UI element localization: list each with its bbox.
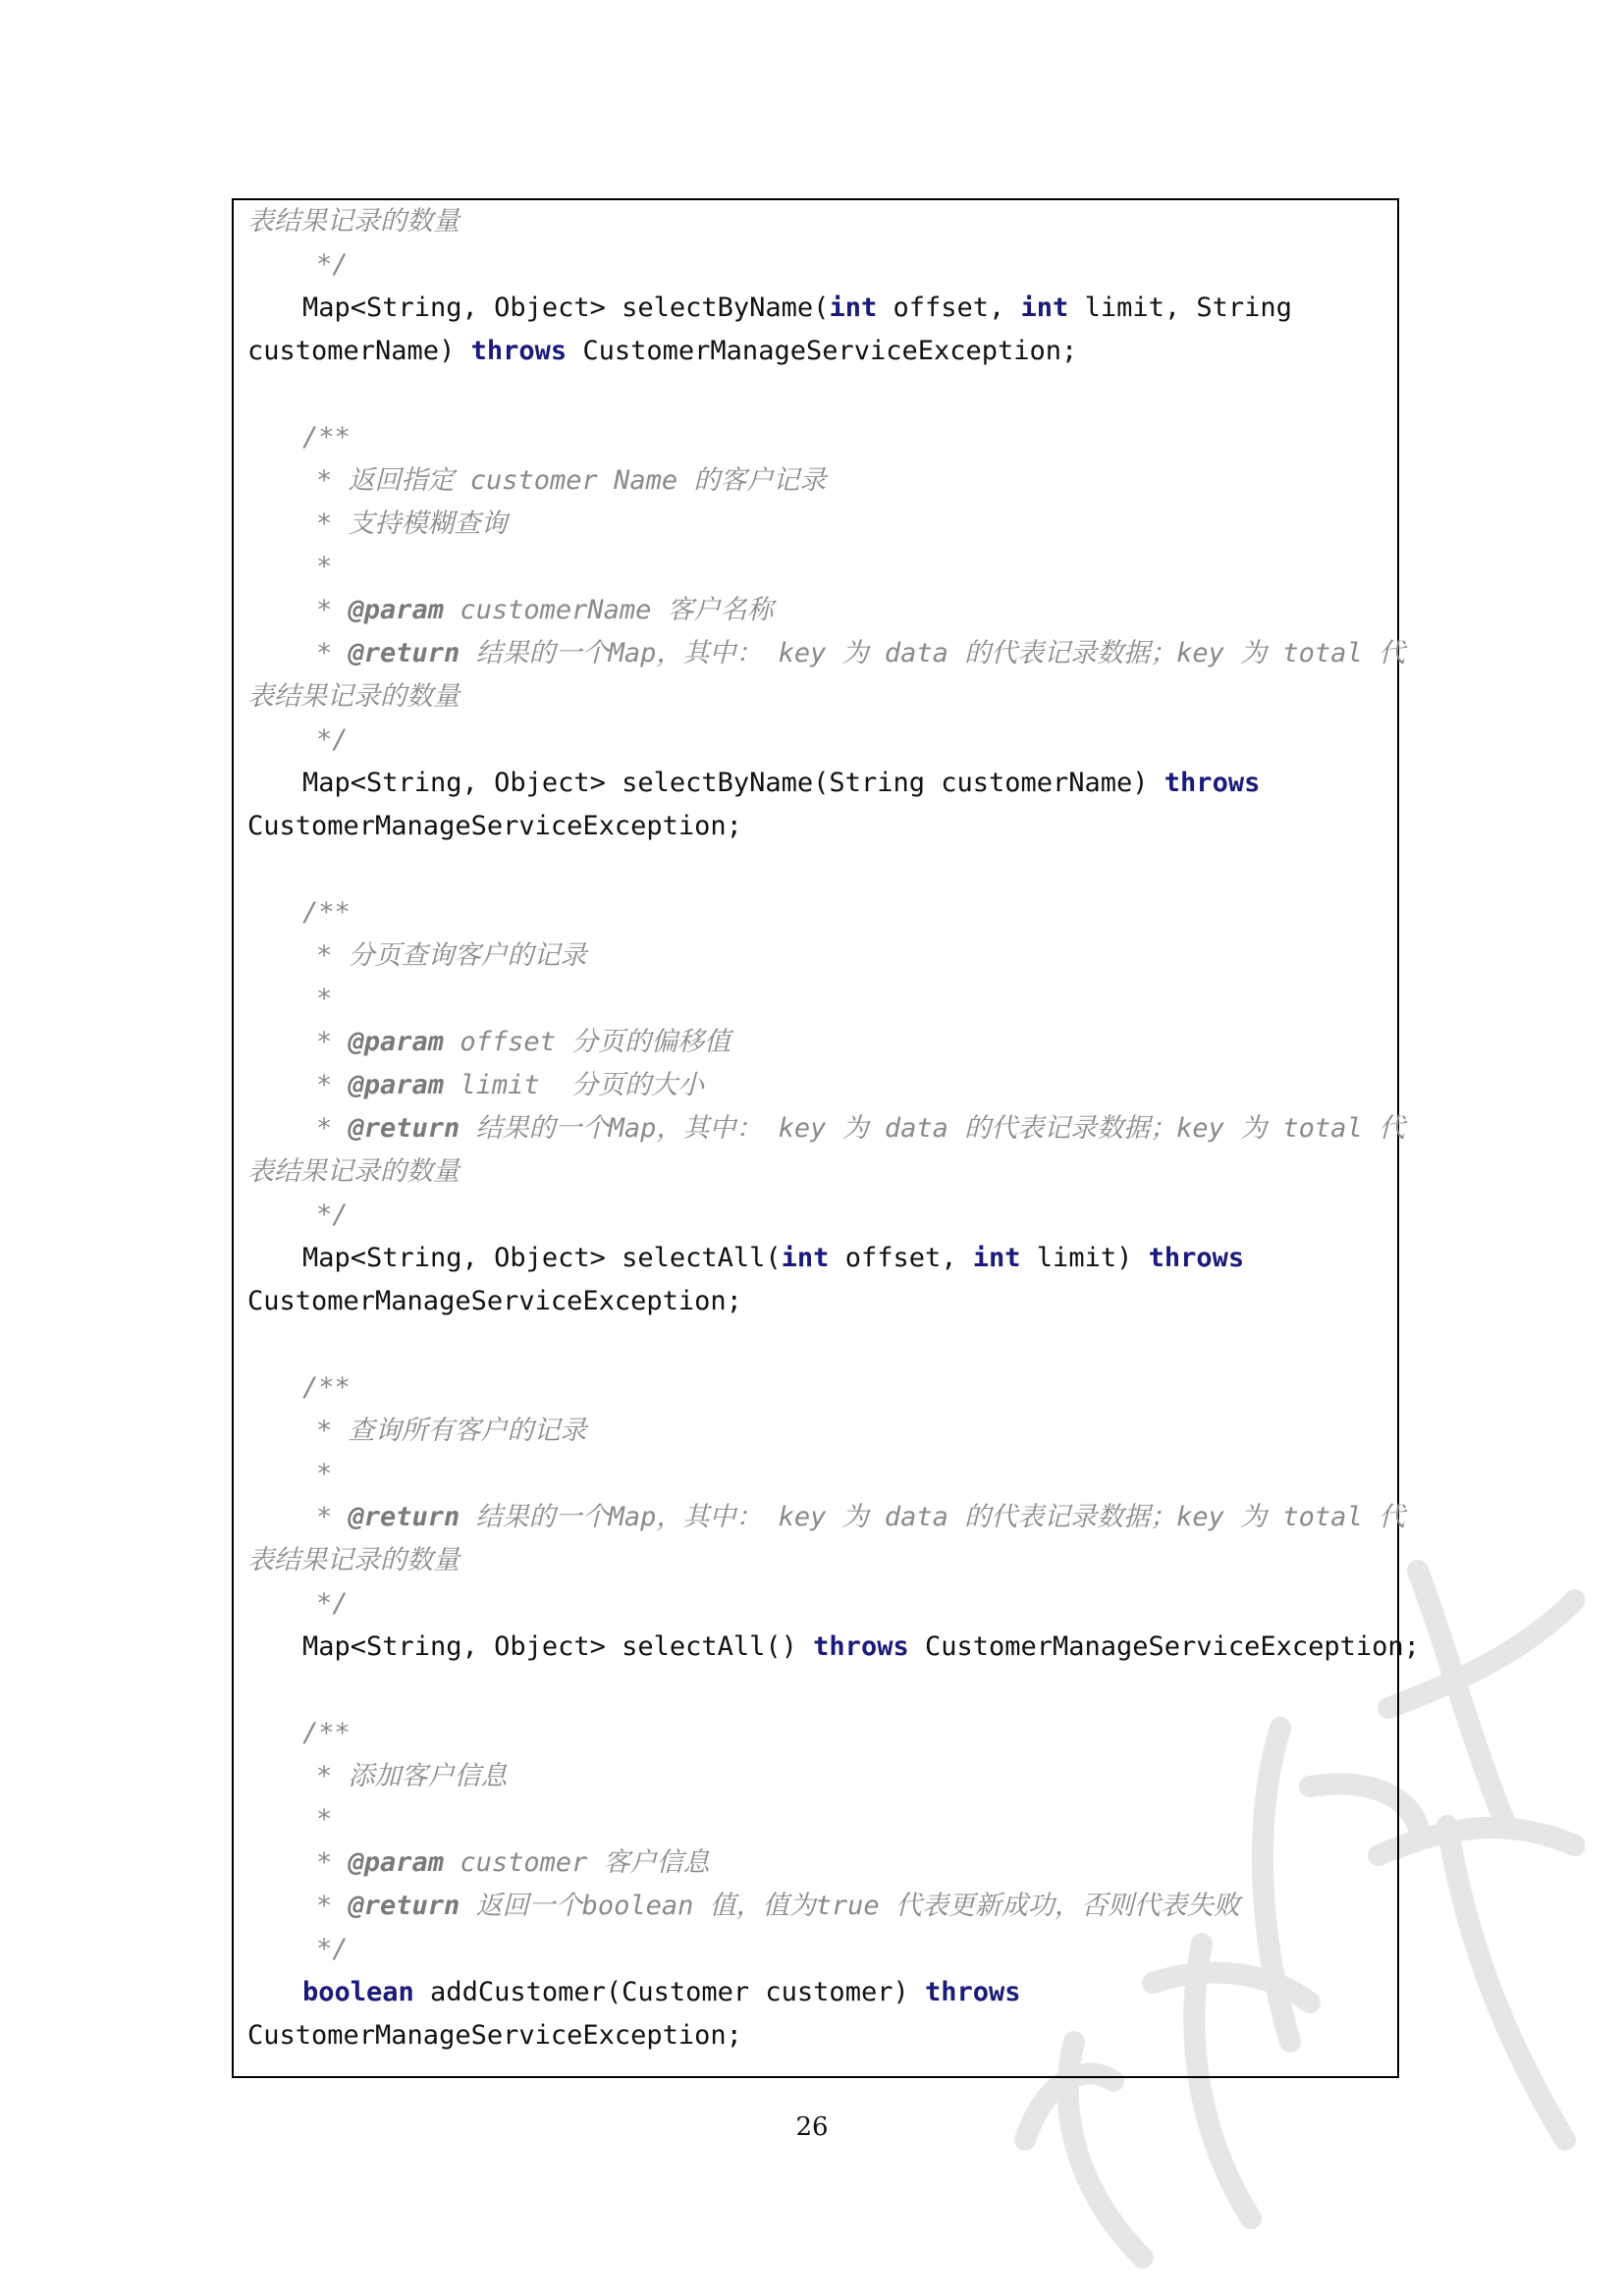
code-line: CustomerManageServiceException;: [247, 2020, 742, 2051]
code-keyword: int: [781, 1243, 830, 1273]
code-line: [302, 1971, 1383, 2014]
code-text: *: [316, 1847, 349, 1878]
code-text: *: [316, 638, 349, 668]
code-text: *: [316, 1502, 349, 1532]
code-line: [302, 1237, 1383, 1280]
code-text: CustomerManageServiceException;: [567, 336, 1078, 366]
code-line: * 添加客户信息: [316, 1761, 508, 1791]
code-keyword: throws: [924, 1977, 1021, 2007]
code-text: addCustomer(Customer customer): [413, 1977, 925, 2007]
code-text: limit 分页的大小: [444, 1070, 705, 1100]
code-line: [302, 287, 1383, 330]
code-line: [302, 1626, 1420, 1669]
code-line: * 查询所有客户的记录: [316, 1415, 587, 1446]
code-line: *: [316, 552, 333, 582]
code-line: * 返回指定 customer Name 的客户记录: [316, 465, 827, 496]
code-text: *: [316, 595, 349, 625]
javadoc-tag: @param: [348, 595, 445, 625]
code-keyword: throws: [813, 1631, 909, 1662]
code-text: customer 客户信息: [444, 1847, 710, 1878]
code-text: *: [316, 1027, 349, 1057]
javadoc-tag: @param: [348, 1027, 445, 1057]
code-line: CustomerManageServiceException;: [247, 1286, 742, 1316]
javadoc-tag: @return: [348, 638, 460, 668]
code-line: [316, 1885, 1383, 1928]
code-line: [316, 1064, 1383, 1107]
code-line: 表结果记录的数量: [247, 1545, 460, 1575]
code-text: limit): [1020, 1243, 1149, 1273]
code-line: /**: [302, 897, 351, 928]
javadoc-tag: @return: [348, 1113, 460, 1144]
code-line: */: [316, 1200, 349, 1230]
code-text: Map<String, Object> selectAll(: [302, 1243, 782, 1273]
code-line: * 分页查询客户的记录: [316, 940, 587, 971]
code-text: offset,: [877, 293, 1021, 323]
code-text: offset 分页的偏移值: [444, 1027, 731, 1057]
code-line: /**: [302, 422, 351, 453]
code-line: /**: [302, 1372, 351, 1403]
code-keyword: int: [1020, 293, 1069, 323]
code-text: Map<String, Object> selectByName(: [302, 293, 830, 323]
code-line: *: [316, 1459, 333, 1489]
code-line: CustomerManageServiceException;: [247, 811, 742, 841]
code-text: offset,: [829, 1243, 973, 1273]
code-text: limit, String: [1068, 293, 1292, 323]
javadoc-tag: @return: [348, 1502, 460, 1532]
code-line: [247, 330, 1383, 373]
code-line: */: [316, 724, 349, 755]
code-line: [316, 1842, 1383, 1885]
javadoc-tag: @return: [348, 1891, 460, 1921]
code-line: */: [316, 249, 349, 280]
code-keyword: boolean: [302, 1977, 414, 2007]
code-text: 返回一个boolean 值，值为true 代表更新成功，否则代表失败: [460, 1891, 1240, 1921]
code-keyword: int: [972, 1243, 1021, 1273]
code-text: Map<String, Object> selectByName(String customerName): [302, 768, 1164, 798]
code-text: *: [316, 1891, 349, 1921]
code-line: [316, 1107, 1405, 1150]
code-line: [316, 632, 1405, 675]
code-listing-box: [232, 198, 1420, 2078]
code-text: CustomerManageServiceException;: [908, 1631, 1420, 1662]
code-text: 结果的一个Map，其中： key 为 data 的代表记录数据；key 为 total 代: [460, 1502, 1405, 1532]
code-text: customerName): [247, 336, 471, 366]
code-line: *: [316, 1804, 333, 1835]
code-keyword: throws: [470, 336, 568, 366]
code-text: 结果的一个Map，其中： key 为 data 的代表记录数据；key 为 total 代: [460, 1113, 1405, 1144]
code-line: 表结果记录的数量: [247, 681, 460, 712]
code-text: *: [316, 1113, 349, 1144]
code-text: 结果的一个Map，其中： key 为 data 的代表记录数据；key 为 total 代: [460, 638, 1405, 668]
code-line: [316, 1021, 1383, 1064]
code-line: [316, 1496, 1405, 1539]
code-line: [302, 762, 1383, 805]
code-text: *: [316, 1070, 349, 1100]
code-keyword: throws: [1148, 1243, 1245, 1273]
code-line: 表结果记录的数量: [247, 1156, 460, 1187]
code-text: Map<String, Object> selectAll(): [302, 1631, 814, 1662]
code-line: [316, 589, 1383, 632]
code-line: /**: [302, 1718, 351, 1748]
code-line: * 支持模糊查询: [316, 508, 508, 539]
code-line: */: [316, 1588, 349, 1619]
javadoc-tag: @param: [348, 1847, 445, 1878]
code-line: */: [316, 1934, 349, 1964]
code-line: *: [316, 984, 333, 1014]
javadoc-tag: @param: [348, 1070, 445, 1100]
code-text: customerName 客户名称: [444, 595, 774, 625]
code-keyword: throws: [1164, 768, 1261, 798]
code-keyword: int: [829, 293, 878, 323]
page-number: 26: [795, 2112, 829, 2142]
code-line: 表结果记录的数量: [247, 206, 460, 237]
